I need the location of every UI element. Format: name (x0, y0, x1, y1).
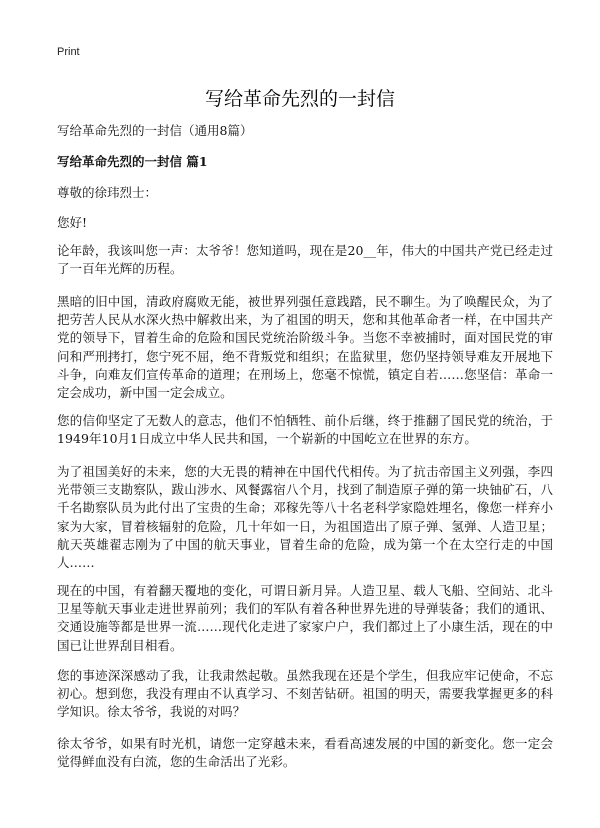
paragraph-5: 现在的中国，有着翻天覆地的变化，可谓日新月异。人造卫星、载人飞船、空间站、北斗卫星等航天事业走进世界前列；我们的军队有着各种世界先进的导弹装备；我们的通讯、交通设施等都是世界一流……现代化走进了家家户户，我们都过上了小康生活，现在的中国已让世界刮目相看。 (57, 583, 553, 653)
paragraph-6: 您的事迹深深感动了我，让我肃然起敬。虽然我现在还是个学生，但我应牢记使命，不忘初心。想到您，我没有理由不认真学习、不刻苦钻研。祖国的明天，需要我掌握更多的科学知识。徐太爷爷，我说的对吗？ (57, 668, 553, 720)
paragraph-2: 黑暗的旧中国，清政府腐败无能，被世界列强任意践踏，民不聊生。为了唤醒民众，为了把劳苦人民从水深火热中解救出来，为了祖国的明天，您和其他革命者一样，在中国共产党的领导下，冒着生命的危险和国民党统治阶级斗争。当您不幸被捕时，面对国民党的审问和严刑拷打，您宁死不屈，绝不背叛党和组织；在监狱里，您仍坚持领导难友开展地下斗争，向难友们宣传革命的道理；在刑场上，您毫不惊慌，镇定自若……您坚信：革命一定会成功，新中国一定会成立。 (57, 294, 553, 401)
paragraph-3: 您的信仰坚定了无数人的意志，他们不怕牺牲、前仆后继，终于推翻了国民党的统治，于1949年10月1日成立中华人民共和国，一个崭新的中国屹立在世界的东方。 (57, 413, 553, 447)
print-link[interactable]: Print (57, 46, 80, 58)
salutation: 尊敬的徐玮烈士： (57, 185, 158, 200)
greeting: 您好! (57, 215, 88, 230)
paragraph-4: 为了祖国美好的未来，您的大无畏的精神在中国代代相传。为了抗击帝国主义列强，李四光带领三支勘察队，跋山涉水、风餐露宿八个月，找到了制造原子弹的第一块铀矿石，八千名勘察队员为此付出了宝贵的生命；邓稼先等八十名老科学家隐姓埋名，像您一样弃小家为大家，冒着核辐射的危险，几十年如一日，为祖国造出了原子弹、氢弹、人造卫星；航天英雄翟志刚为了中国的航天事业，冒着生命的危险，成为第一个在太空行走的中国人…… (57, 464, 553, 571)
paragraph-1: 论年龄，我该叫您一声：太爷爷！您知道吗，现在是20__年，伟大的中国共产党已经走过了一百年光辉的历程。 (57, 243, 553, 277)
document-subtitle: 写给革命先烈的一封信（通用8篇） (57, 123, 253, 138)
paragraph-7: 徐太爷爷，如果有时光机，请您一定穿越未来，看看高速发展的中国的新变化。您一定会觉得鲜血没有白流，您的生命活出了光彩。 (57, 736, 553, 770)
section-title: 写给革命先烈的一封信 篇1 (57, 154, 208, 169)
page-title: 写给革命先烈的一封信 (204, 88, 395, 110)
